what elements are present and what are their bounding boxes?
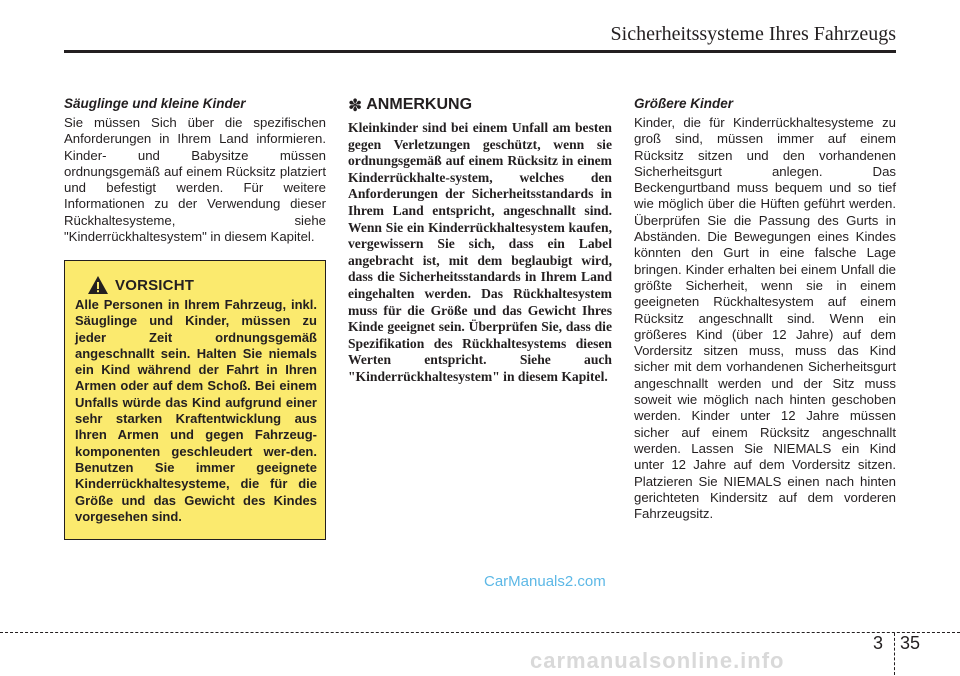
site-watermark: carmanualsonline.info <box>530 648 785 673</box>
section-subhead-older-children: Größere Kinder <box>634 96 734 111</box>
middle-column <box>348 96 612 386</box>
page-number: 35 <box>900 633 921 653</box>
caution-box <box>64 260 326 540</box>
page-header-title: Sicherheitssysteme Ihres Fahrzeugs <box>610 23 896 45</box>
caution-text: Alle Personen in Ihrem Fahrzeug, inkl. Säuglinge und Kinder, müssen zu jeder Zeit ordnungsgemäß angeschnallt sein. Halten Sie niemals ein Kind während der Fahrt in Ihren Armen oder auf dem Schoß. Bei einem Unfalls würde das Kind aufgrund einer sehr starken Kraftentwicklung aus Ihren Armen und gegen Fahrzeug-komponenten geschleudert wer-den. Benutzen Sie immer geeignete Kinderrückhaltesysteme, die für die Größe und das Gewicht des Kindes vorgesehen sind. <box>75 297 317 524</box>
caution-title: VORSICHT <box>115 276 195 294</box>
chapter-number: 3 <box>873 633 884 653</box>
page-number-separator <box>894 633 895 675</box>
right-column <box>634 96 896 522</box>
note-title: ANMERKUNG <box>366 96 473 113</box>
header-rule <box>64 50 896 53</box>
section-subhead-infants: Säuglinge und kleine Kinder <box>64 96 246 111</box>
infants-body-text: Sie müssen Sich über die spezifischen Anforderungen in Ihrem Land informieren. Kinder- und Babysitze müssen ordnungsgemäß auf einem Rücksitz platziert und befestigt werden. Für weitere Informationen zu der Verwendung dieser Rückhaltesysteme, siehe "Kinderrückhaltesystem" in diesem Kapitel. <box>64 115 326 245</box>
note-text: Kleinkinder sind bei einem Unfall am besten gegen Verletzungen geschützt, wenn sie ordnungsgemäß auf einem Rücksitz in einem Kinderrückhalte-system, welches den Anforderungen der Sicherheitsstandards in Ihrem Land entspricht, angeschnallt sind. Wenn Sie ein Kinderrückhaltesystem kaufen, vergewissern Sie sich, dass ein Label angebracht ist, mit dem beglaubigt wird, dass die Sicherheitsstandards in Ihrem Land eingehalten werden. Das Rückhaltesystem muss für die Größe und das Gewicht Ihres Kinde geeignet sein. Überprüfen Sie, dass die Spezifikation des Rückhaltesystems diesen Werten entspricht. Siehe auch "Kinderrückhaltesystem" in diesem Kapitel. <box>348 120 612 384</box>
carmanuals-watermark-link[interactable]: CarManuals2.com <box>484 573 606 590</box>
note-header <box>348 96 612 114</box>
left-column <box>64 96 326 245</box>
caution-header <box>75 275 317 295</box>
footer-dashed-rule <box>0 632 960 633</box>
warning-triangle-icon <box>87 275 109 295</box>
older-children-body-text: Kinder, die für Kinderrückhaltesysteme zu groß sind, müssen immer auf einem Rücksitz sitzen und den vorhandenen Sicherheitsgurt anlegen. Das Beckengurtband muss bequem und so tief wie möglich über die Hüften geführt werden. Überprüfen Sie die Passung des Gurts in Abständen. Die Bewegungen eines Kindes könnten den Gurt in eine falsche Lage bringen. Kinder erhalten bei einem Unfall die größte Sicherheit, wenn sie in einem geeigneten Rückhaltesystem auf einem Rücksitz angeschnallt sind. Wenn ein größeres Kind (über 12 Jahre) auf dem Vordersitz sitzen muss, muss das Kind sicher mit dem vorhandenen Sicherheitsgurt angeschnallt werden und der Sitz muss soweit wie möglich nach hinten geschoben werden. Kinder unter 12 Jahre müssen sicher auf einem Rücksitz angeschnallt werden. Lassen Sie NIEMALS ein Kind unter 12 Jahre auf dem Vordersitz sitzen. Platzieren Sie NIEMALS einen nach hinten gerichteten Kindersitz auf dem vorderen Fahrzeugsitz. <box>634 115 896 522</box>
note-star-icon: ✽ <box>348 95 363 115</box>
